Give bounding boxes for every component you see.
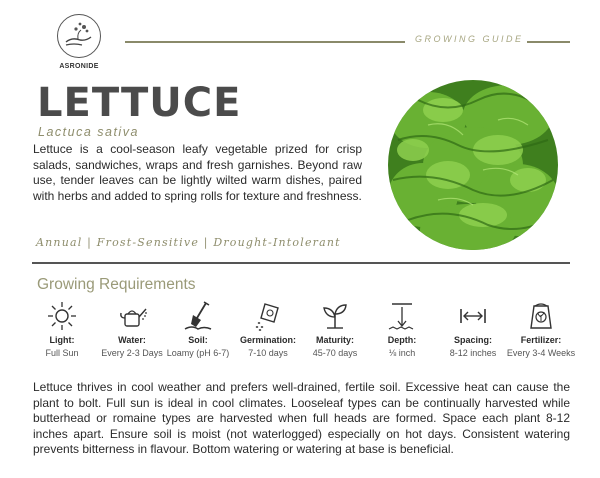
requirement-label: Germination: <box>239 335 296 345</box>
growing-notes: Lettuce thrives in cool weather and prefers well-drained, fertile soil. Excessive heat can cause the plant to bolt. Full sun is ideal in cool climates. Looseleaf types can be continually harvested while butterhead or romaine types are harvested when full heads are formed. Space each plant 8-12 inches apart. Ensure soil is moist (not waterlogged) especially on hot days. Consistent watering prevents bitterness in flavour. Bottom watering or watering at base is beneficial. <box>33 380 570 456</box>
requirement-value: Every 2-3 Days <box>101 348 163 358</box>
spacing-icon <box>457 300 489 332</box>
requirement-value: 8-12 inches <box>449 348 497 358</box>
requirement-label: Light: <box>49 335 75 345</box>
plant-description: Lettuce is a cool-season leafy vegetable prized for crisp salads, sandwiches, wraps and fresh garnishes. Beyond raw use, tender leaves can be lightly wilted warm dishes, paired with herbs and added to spring rolls for texture and freshness. <box>33 142 362 203</box>
header-rule-right <box>527 41 570 43</box>
sprout-icon <box>319 300 351 332</box>
watering-can-icon <box>116 300 148 332</box>
shovel-icon <box>182 300 214 332</box>
requirement-water <box>97 300 167 359</box>
logo-emblem <box>57 14 101 58</box>
requirement-value: Loamy (pH 6-7) <box>166 348 230 358</box>
requirement-light <box>27 300 97 359</box>
requirement-value: Full Sun <box>45 348 79 358</box>
section-divider <box>32 262 570 264</box>
requirement-label: Water: <box>118 335 146 345</box>
requirement-label: Soil: <box>188 335 208 345</box>
header-rule-left <box>125 41 405 43</box>
sun-icon <box>46 300 78 332</box>
requirement-soil <box>163 300 233 359</box>
requirement-maturity <box>300 300 370 359</box>
brand-name: ASRONIDE <box>59 63 99 70</box>
plant-title: LETTUCE <box>37 80 242 126</box>
requirement-germination <box>233 300 303 359</box>
requirement-value: ⅛ inch <box>388 348 416 358</box>
guide-label: GROWING GUIDE <box>415 34 524 44</box>
requirement-fertilizer <box>506 300 576 359</box>
fertilizer-bag-icon <box>525 300 557 332</box>
requirement-spacing <box>438 300 508 359</box>
requirement-label: Fertilizer: <box>520 335 562 345</box>
requirement-label: Depth: <box>387 335 417 345</box>
requirement-value: Every 3-4 Weeks <box>506 348 576 358</box>
brand-logo <box>53 14 105 76</box>
plant-tags: Annual | Frost-Sensitive | Drought-Intolerant <box>36 236 341 249</box>
requirements-title: Growing Requirements <box>37 276 196 293</box>
requirement-depth <box>367 300 437 359</box>
requirement-label: Maturity: <box>316 335 354 345</box>
lettuce-photo <box>388 80 558 250</box>
plant-latin-name: Lactuca sativa <box>38 125 139 139</box>
requirement-value: 45-70 days <box>312 348 358 358</box>
depth-icon <box>386 300 418 332</box>
requirement-value: 7-10 days <box>248 348 288 358</box>
seed-packet-icon <box>252 300 284 332</box>
requirement-label: Spacing: <box>453 335 492 345</box>
header-guide <box>125 33 570 47</box>
hand-sprout-icon <box>58 15 99 56</box>
